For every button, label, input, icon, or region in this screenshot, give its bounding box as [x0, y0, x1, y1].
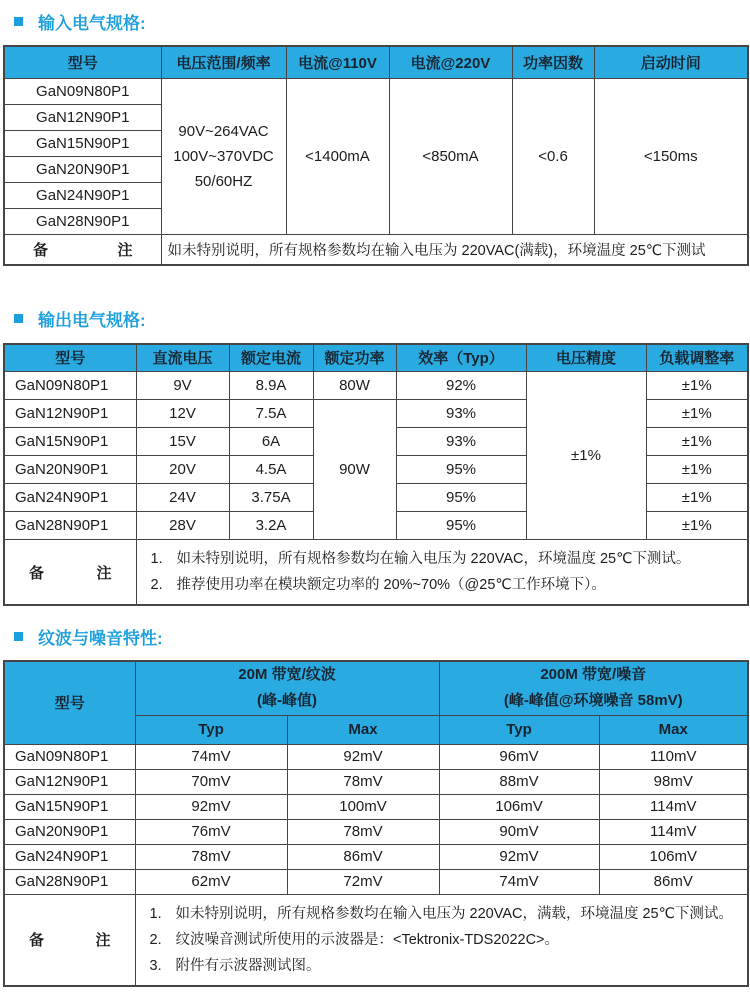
efficiency-cell: 92% — [396, 372, 526, 400]
max-200m-cell: 110mV — [599, 744, 748, 769]
model-cell: GaN09N80P1 — [4, 372, 136, 400]
load-regulation-cell: ±1% — [646, 484, 748, 512]
col-header-rated-current: 额定电流 — [229, 344, 313, 372]
col-header-voltage-range: 电压范围/频率 — [161, 46, 286, 78]
square-bullet-icon — [14, 314, 23, 323]
note-text: 1. 如未特别说明，所有规格参数均在输入电压为 220VAC，环境温度 25℃下测试。 2. 推荐使用功率在模块额定功率的 20%~70%（@25℃工作环境下）。 — [136, 540, 748, 606]
dc-voltage-cell: 20V — [136, 456, 229, 484]
max-20m-cell: 100mV — [287, 794, 439, 819]
table-header-row — [4, 661, 748, 715]
table-header-row — [4, 46, 748, 78]
model-cell: GaN20N90P1 — [4, 819, 135, 844]
efficiency-cell: 95% — [396, 484, 526, 512]
model-cell: GaN12N90P1 — [4, 769, 135, 794]
output-specs-table — [3, 343, 749, 607]
table-row — [4, 869, 748, 894]
rated-current-cell: 4.5A — [229, 456, 313, 484]
voltage-range-cell: 90V~264VAC 100V~370VDC 50/60HZ — [161, 78, 286, 234]
col-header-rated-power: 额定功率 — [313, 344, 396, 372]
load-regulation-cell: ±1% — [646, 456, 748, 484]
note-text: 如未特别说明，所有规格参数均在输入电压为 220VAC(满载)，环境温度 25℃下测试 — [161, 234, 748, 265]
max-20m-cell: 86mV — [287, 844, 439, 869]
dc-voltage-cell: 24V — [136, 484, 229, 512]
typ-200m-cell: 74mV — [439, 869, 599, 894]
typ-20m-cell: 74mV — [135, 744, 287, 769]
rated-current-cell: 6A — [229, 428, 313, 456]
col-header-load-regulation: 负载调整率 — [646, 344, 748, 372]
model-cell: GaN12N90P1 — [4, 104, 161, 130]
col-header-typ-200m: Typ — [439, 715, 599, 744]
table-row — [4, 794, 748, 819]
typ-200m-cell: 96mV — [439, 744, 599, 769]
current-110-cell: <1400mA — [286, 78, 389, 234]
table-row — [4, 844, 748, 869]
max-200m-cell: 106mV — [599, 844, 748, 869]
model-cell: GaN24N90P1 — [4, 844, 135, 869]
dc-voltage-cell: 15V — [136, 428, 229, 456]
col-group-20m: 20M 带宽/纹波 (峰-峰值) — [135, 661, 439, 715]
square-bullet-icon — [14, 17, 23, 26]
rated-current-cell: 3.75A — [229, 484, 313, 512]
dc-voltage-cell: 28V — [136, 512, 229, 540]
table-row — [4, 769, 748, 794]
max-200m-cell: 98mV — [599, 769, 748, 794]
load-regulation-cell: ±1% — [646, 512, 748, 540]
input-specs-table — [3, 45, 749, 266]
model-cell: GaN20N90P1 — [4, 456, 136, 484]
dc-voltage-cell: 9V — [136, 372, 229, 400]
model-cell: GaN28N90P1 — [4, 869, 135, 894]
load-regulation-cell: ±1% — [646, 372, 748, 400]
max-200m-cell: 114mV — [599, 819, 748, 844]
rated-current-cell: 8.9A — [229, 372, 313, 400]
model-cell: GaN12N90P1 — [4, 400, 136, 428]
col-header-current-110: 电流@110V — [286, 46, 389, 78]
typ-20m-cell: 92mV — [135, 794, 287, 819]
table-header-row — [4, 344, 748, 372]
model-cell: GaN09N80P1 — [4, 744, 135, 769]
typ-200m-cell: 106mV — [439, 794, 599, 819]
table-row — [4, 819, 748, 844]
col-header-dc-voltage: 直流电压 — [136, 344, 229, 372]
efficiency-cell: 93% — [396, 428, 526, 456]
col-group-200m: 200M 带宽/噪音 (峰-峰值@环境噪音 58mV) — [439, 661, 748, 715]
table-row — [4, 372, 748, 400]
note-label: 备 注 — [4, 894, 135, 986]
typ-20m-cell: 76mV — [135, 819, 287, 844]
table-row — [4, 78, 748, 104]
typ-20m-cell: 62mV — [135, 869, 287, 894]
note-text: 1. 如未特别说明，所有规格参数均在输入电压为 220VAC，满载，环境温度 25℃下测试。 2. 纹波噪音测试所使用的示波器是：<Tektronix-TDS2022C>。 3. 附件有示波器测试图。 — [135, 894, 748, 986]
voltage-accuracy-cell: ±1% — [526, 372, 646, 540]
section-title-output — [14, 308, 750, 330]
col-header-current-220: 电流@220V — [389, 46, 512, 78]
max-20m-cell: 78mV — [287, 769, 439, 794]
col-header-power-factor: 功率因数 — [512, 46, 594, 78]
rated-current-cell: 3.2A — [229, 512, 313, 540]
section-title-text: 纹波与噪音特性: — [38, 628, 163, 648]
load-regulation-cell: ±1% — [646, 428, 748, 456]
max-200m-cell: 114mV — [599, 794, 748, 819]
current-220-cell: <850mA — [389, 78, 512, 234]
rated-power-cell: 90W — [313, 400, 396, 540]
rated-current-cell: 7.5A — [229, 400, 313, 428]
model-cell: GaN24N90P1 — [4, 182, 161, 208]
rated-power-cell: 80W — [313, 372, 396, 400]
max-20m-cell: 78mV — [287, 819, 439, 844]
power-factor-cell: <0.6 — [512, 78, 594, 234]
col-header-model: 型号 — [4, 46, 161, 78]
typ-20m-cell: 70mV — [135, 769, 287, 794]
model-cell: GaN15N90P1 — [4, 428, 136, 456]
model-cell: GaN20N90P1 — [4, 156, 161, 182]
table-row — [4, 744, 748, 769]
dc-voltage-cell: 12V — [136, 400, 229, 428]
col-header-max-20m: Max — [287, 715, 439, 744]
ripple-noise-table — [3, 660, 749, 987]
col-header-efficiency: 效率（Typ） — [396, 344, 526, 372]
section-title-text: 输入电气规格: — [38, 13, 146, 33]
model-cell: GaN15N90P1 — [4, 130, 161, 156]
typ-20m-cell: 78mV — [135, 844, 287, 869]
model-cell: GaN15N90P1 — [4, 794, 135, 819]
max-200m-cell: 86mV — [599, 869, 748, 894]
col-header-typ-20m: Typ — [135, 715, 287, 744]
load-regulation-cell: ±1% — [646, 400, 748, 428]
note-label: 备 注 — [4, 540, 136, 606]
typ-200m-cell: 92mV — [439, 844, 599, 869]
max-20m-cell: 72mV — [287, 869, 439, 894]
model-cell: GaN28N90P1 — [4, 208, 161, 234]
model-cell: GaN24N90P1 — [4, 484, 136, 512]
section-title-ripple — [14, 625, 750, 647]
efficiency-cell: 95% — [396, 456, 526, 484]
col-header-voltage-accuracy: 电压精度 — [526, 344, 646, 372]
typ-200m-cell: 88mV — [439, 769, 599, 794]
note-label: 备 注 — [4, 234, 161, 265]
col-header-max-200m: Max — [599, 715, 748, 744]
typ-200m-cell: 90mV — [439, 819, 599, 844]
note-row — [4, 540, 748, 606]
model-cell: GaN28N90P1 — [4, 512, 136, 540]
note-row — [4, 234, 748, 265]
note-row — [4, 894, 748, 986]
col-header-model: 型号 — [4, 344, 136, 372]
efficiency-cell: 93% — [396, 400, 526, 428]
model-cell: GaN09N80P1 — [4, 78, 161, 104]
square-bullet-icon — [14, 632, 23, 641]
max-20m-cell: 92mV — [287, 744, 439, 769]
col-header-startup-time: 启动时间 — [594, 46, 748, 78]
section-title-text: 输出电气规格: — [38, 311, 146, 330]
col-header-model: 型号 — [4, 661, 135, 744]
startup-time-cell: <150ms — [594, 78, 748, 234]
efficiency-cell: 95% — [396, 512, 526, 540]
section-title-input — [14, 10, 750, 32]
